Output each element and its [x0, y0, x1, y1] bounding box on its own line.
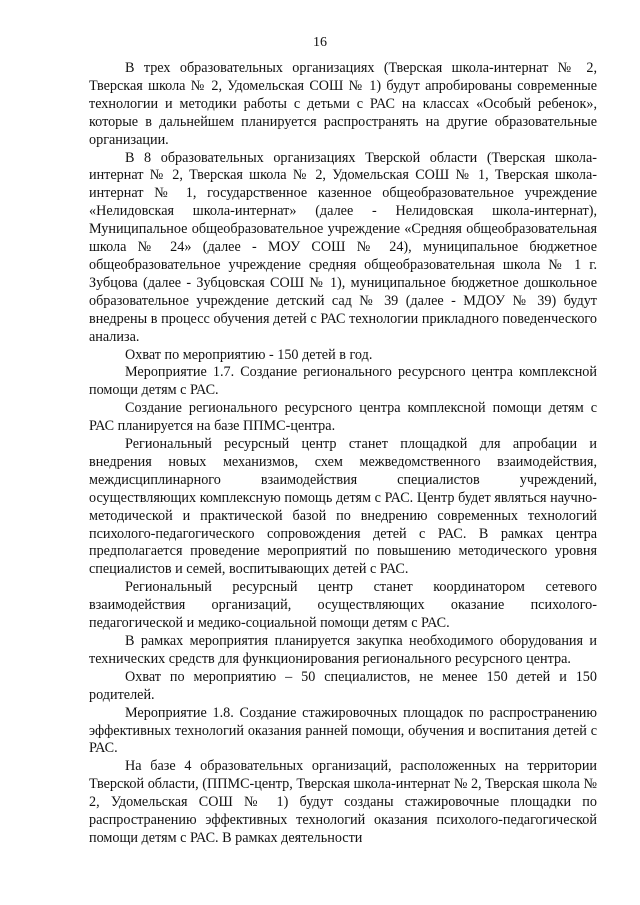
paragraph-4: Мероприятие 1.7. Создание регионального ресурсного центра комплексной помощи детям с РАС. [89, 364, 597, 399]
paragraph-5: Создание регионального ресурсного центра комплексной помощи детям с РАС планируется на базе ППМС-центра. [89, 400, 597, 435]
paragraph-7: Региональный ресурсный центр станет координатором сетевого взаимодействия организаций, осуществляющих оказание психолого-педагогической и медико-социальной помощи детям с РАС. [89, 579, 597, 632]
paragraph-9: Охват по мероприятию – 50 специалистов, не менее 150 детей и 150 родителей. [89, 668, 597, 703]
paragraph-1: В трех образовательных организациях (Тверская школа-интернат № 2, Тверская школа № 2, Удомельская СОШ № 1) будут апробированы современные технологии и методики работы с детьми с РАС на классах «Особый ребенок», которые в дальнейшем планируется распространять на другие образовательные организации. [89, 60, 597, 148]
document-body [89, 60, 597, 848]
paragraph-8: В рамках мероприятия планируется закупка необходимого оборудования и технических средств для функционирования регионального ресурсного центра. [89, 633, 597, 667]
paragraph-3: Охват по мероприятию - 150 детей в год. [125, 346, 373, 363]
paragraph-2: В 8 образовательных организациях Тверской области (Тверская школа-интернат № 2, Тверская школа № 2, Удомельская СОШ № 1, Тверская школа-интернат № 1, государственное казенное общеобразовательное учреждение «Нелидовская школа-интернат» (далее - Нелидовская школа-интернат), Муниципальное общеобразовательное учреждение «Средняя общеобразовательная школа № 24» (далее - МОУ СОШ № 24), муниципальное бюджетное общеобразовательное учреждение средняя общеобразовательная школа № 1 г. Зубцова (далее - Зубцовская СОШ № 1), муниципальное бюджетное дошкольное образовательное учреждение детский сад № 39 (далее - МДОУ № 39) будут внедрены в процесс обучения детей с РАС технологии прикладного поведенческого анализа. [89, 149, 597, 345]
paragraph-10: Мероприятие 1.8. Создание стажировочных площадок по распространению эффективных технологий оказания ранней помощи, обучения и воспитания детей с РАС. [89, 704, 597, 757]
page-number: 16 [313, 35, 327, 50]
paragraph-11: На базе 4 образовательных организаций, расположенных на территории Тверской области, (ППМС-центр, Тверская школа-интернат № 2, Тверская школа № 2, Удомельская СОШ № 1) будут созданы стажировочные площадки по распространению эффективных технологий оказания психолого-педагогической помощи детям с РАС. В рамках деятельности [89, 758, 597, 846]
paragraph-6: Региональный ресурсный центр станет площадкой для апробации и внедрения новых механизмов, схем межведомственного взаимодействия, междисциплинарного взаимодействия специалистов учреждений, осуществляющих комплексную помощь детям с РАС. Центр будет являться научно-методической и практической базой по внедрению современных технологий психолого-педагогического сопровождения детей с РАС. В рамках центра предполагается проведение мероприятий по повышению методического уровня специалистов и семей, воспитывающих детей с РАС. [89, 436, 597, 578]
